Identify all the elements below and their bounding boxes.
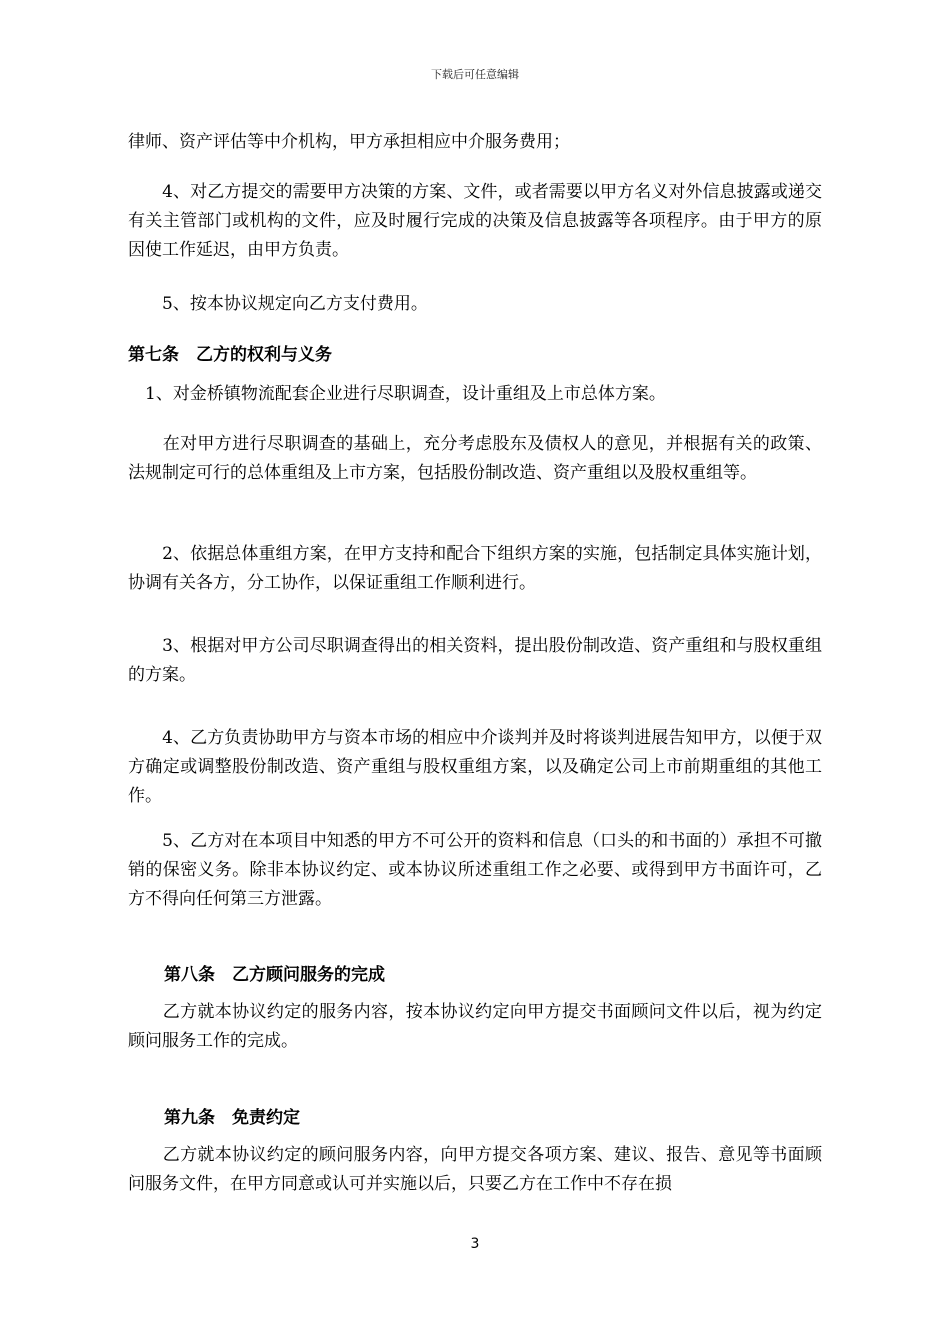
paragraph-item-2-party-b: 2、依据总体重组方案，在甲方支持和配合下组织方案的实施，包括制定具体实施计划，协调有关各方，分工协作，以保证重组工作顺利进行。 (128, 544, 822, 593)
paragraph-item-4-party-a: 4、对乙方提交的需要甲方决策的方案、文件，或者需要以甲方名义对外信息披露或递交有关主管部门或机构的文件，应及时履行完成的决策及信息披露等各项程序。由于甲方的原因使工作延迟，由甲方负责。 (128, 182, 822, 260)
header-note: 下载后可任意编辑 (431, 68, 519, 81)
paragraph-disclaimer: 乙方就本协议约定的顾问服务内容，向甲方提交各项方案、建议、报告、意见等书面顾问服务文件，在甲方同意或认可并实施以后，只要乙方在工作中不存在损 (128, 1145, 822, 1194)
paragraph-continuation: 律师、资产评估等中介机构，甲方承担相应中介服务费用； (128, 132, 570, 152)
paragraph-service-completion: 乙方就本协议约定的服务内容，按本协议约定向甲方提交书面顾问文件以后，视为约定顾问服务工作的完成。 (128, 1002, 822, 1051)
article-7-heading: 第七条 乙方的权利与义务 (128, 345, 332, 365)
paragraph-item-4-party-b: 4、乙方负责协助甲方与资本市场的相应中介谈判并及时将谈判进展告知甲方，以便于双方确定或调整股份制改造、资产重组与股权重组方案，以及确定公司上市前期重组的其他工作。 (128, 728, 822, 806)
article-9-heading: 第九条 免责约定 (164, 1108, 300, 1128)
paragraph-item-5-party-b: 5、乙方对在本项目中知悉的甲方不可公开的资料和信息（口头的和书面的）承担不可撤销的保密义务。除非本协议约定、或本协议所述重组工作之必要、或得到甲方书面许可，乙方不得向任何第三方泄露。 (128, 831, 822, 909)
paragraph-item-1-party-b: 1、对金桥镇物流配套企业进行尽职调查，设计重组及上市总体方案。 (128, 384, 666, 404)
paragraph-due-diligence: 在对甲方进行尽职调查的基础上，充分考虑股东及债权人的意见，并根据有关的政策、法规制定可行的总体重组及上市方案，包括股份制改造、资产重组以及股权重组等。 (128, 434, 822, 483)
paragraph-item-3-party-b: 3、根据对甲方公司尽职调查得出的相关资料，提出股份制改造、资产重组和与股权重组的方案。 (128, 636, 822, 685)
article-8-heading: 第八条 乙方顾问服务的完成 (164, 965, 385, 985)
paragraph-item-5-party-a: 5、按本协议规定向乙方支付费用。 (128, 294, 428, 314)
page-number: 3 (470, 1236, 480, 1252)
